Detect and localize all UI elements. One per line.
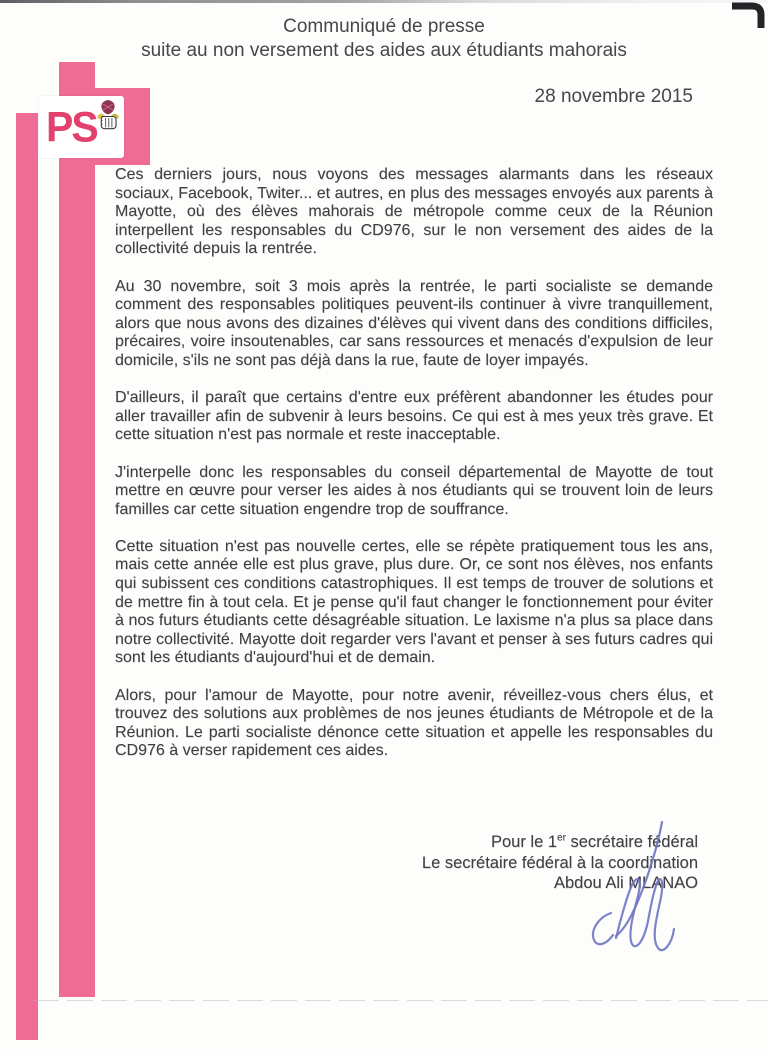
body-paragraph: Alors, pour l'amour de Mayotte, pour notre avenir, réveillez-vous chers élus, et trouvez des solutions aux problèmes de nos jeunes étudiants de Métropole et de la Réunion. Le parti socialiste dénonce cette situation et appelle les responsables du CD976 à verser rapidement ces aides.	[115, 686, 713, 760]
body-paragraph: Ces derniers jours, nous voyons des messages alarmants dans les réseaux sociaux, Facebook, Twiter... et autres, en plus des messages envoyés aux parents à Mayotte, où des élèves mahorais de métropole comme ceux de la Réunion interpellent les responsables du CD976, sur le non versement des aides de la collectivité depuis la rentrée.	[115, 166, 713, 258]
signatory-role-line-1: Pour le 1er secrétaire fédéral	[490, 832, 698, 851]
body-paragraph: D'ailleurs, il paraît que certains d'entre eux préfèrent abandonner les études pour aller travailler afin de subvenir à leurs besoins. Ce qui est à mes yeux très grave. Et cette situation n'est pas normale et reste inacceptable.	[115, 389, 713, 444]
document-title	[0, 15, 768, 63]
logo-vertical-bar	[59, 62, 95, 997]
signatory-role-line-2: Le secrétaire fédéral à la coordination	[421, 853, 698, 872]
fist-and-rose-icon	[96, 99, 120, 131]
body-paragraph: Cette situation n'est pas nouvelle certes, elle se répète pratiquement tous les ans, mais cette année elle est plus grave, plus dure. Or, ce sont nos élèves, nos enfants qui subissent ces conditions catastrophiques. Il est temps de trouver de solutions et de mettre fin à tout cela. Et je pense qu'il faut changer le fonctionnement pour éviter à nos futurs étudiants cette désagréable situation. Le laxisme n'a plus sa place dans notre collectivité. Mayotte doit regarder vers l'avant et penser à ses futurs cadres qui sont les étudiants d'aujourd'hui et de demain.	[115, 537, 713, 667]
ordinal-superscript: er	[557, 832, 566, 844]
title-line-1: Communiqué de presse	[283, 16, 485, 37]
title-line-2: suite au non versement des aides aux étudiants mahorais	[141, 40, 627, 61]
signatory-name: Abdou Ali MLANAO	[554, 874, 698, 893]
ps-party-logo	[39, 96, 124, 158]
document-date: 28 novembre 2015	[534, 86, 693, 107]
ps-logo-text: PS	[46, 102, 97, 151]
left-accent-bar	[16, 113, 38, 1040]
scan-crease-artifact	[33, 1000, 768, 1001]
handwritten-signature	[580, 817, 675, 959]
scan-edge-artifact	[0, 0, 768, 3]
body-paragraph: J'interpelle donc les responsables du conseil départemental de Mayotte de tout mettre en œuvre pour verser les aides à nos étudiants qui se trouvent loin de leurs familles car cette situation engendre trop de souffrance.	[115, 463, 713, 518]
body-paragraph: Au 30 novembre, soit 3 mois après la rentrée, le parti socialiste se demande comment des responsables politiques peuvent-ils continuer à vivre tranquillement, alors que nous avons des dizaines d'élèves qui vivent dans des conditions difficiles, précaires, voire insoutenables, car sans ressources et menacés d'expulsion de leur domicile, s'ils ne sont pas déjà dans la rue, faute de loyer impayés.	[115, 277, 713, 369]
press-release-body	[115, 166, 713, 780]
